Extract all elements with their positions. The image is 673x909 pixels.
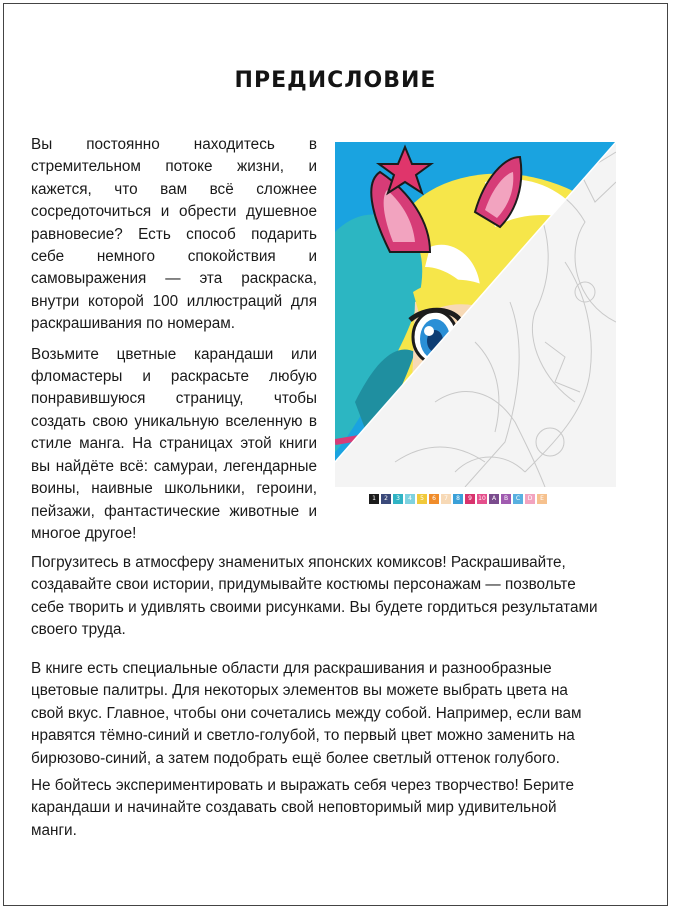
palette-swatch: 8: [453, 494, 463, 504]
palette-swatch: B: [501, 494, 511, 504]
palette-swatch: 1: [369, 494, 379, 504]
color-palette: [369, 494, 547, 504]
palette-swatch: 6: [429, 494, 439, 504]
left-column: [31, 134, 317, 545]
palette-swatch: C: [513, 494, 523, 504]
paragraph-intro: Вы постоянно находитесь в стремительном потоке жизни, и кажется, что вам всё сложнее сосредоточиться и обрести душевное равновесие? Есть способ подарить себе немного спокойствия и самовыражения — эта раскраска, внутри которой 100 иллюстраций для раскрашивания по номерам.: [31, 136, 317, 333]
palette-swatch: 7: [441, 494, 451, 504]
paragraph-areas: В книге есть специальные области для раскрашивания и разнообразные цветовые палитры. Для некоторых элементов вы можете выбрать цвета на свой вкус. Главное, чтобы они сочетались между собой. Например, если вам нравятся тёмно-синий и светло-голубой, то первый цвет можно заменить на бирюзово-синий, а затем подобрать ещё более светлый оттенок голубого.: [31, 660, 582, 767]
palette-swatch: 5: [417, 494, 427, 504]
palette-swatch: 10: [478, 495, 486, 502]
manga-illustration: [335, 142, 616, 487]
palette-swatch: D: [525, 494, 535, 504]
palette-swatch: 3: [393, 494, 403, 504]
paragraph-experiment: Не бойтесь экспериментировать и выражать себя через творчество! Берите карандаши и начинайте создавать свой неповторимый мир удивительной манги.: [31, 777, 574, 839]
manga-girl-image: [335, 142, 616, 487]
palette-swatch: 9: [465, 494, 475, 504]
paragraph-comics: Погрузитесь в атмосферу знаменитых японских комиксов! Раскрашивайте, создавайте свои истории, придумывайте костюмы персонажам — позвольте себе творить и удивлять своими рисунками. Вы будете гордиться результатами своего труда.: [31, 554, 598, 639]
palette-swatch: 2: [381, 494, 391, 504]
paragraph-pencils: Возьмите цветные карандаши или фломастеры и раскрасьте любую понравившуюся страницу, чтобы создать свою уникальную вселенную в стиле манга. На страницах этой книги вы найдёте всё: самураи, легендарные воины, наивные школьники, героини, пейзажи, фантастические животные и многое другое!: [31, 345, 317, 542]
palette-swatch: E: [537, 494, 547, 504]
palette-swatch: A: [489, 494, 499, 504]
page-title: ПРЕДИСЛОВИЕ: [234, 68, 437, 93]
palette-swatch: 4: [405, 494, 415, 504]
page: [3, 3, 668, 906]
